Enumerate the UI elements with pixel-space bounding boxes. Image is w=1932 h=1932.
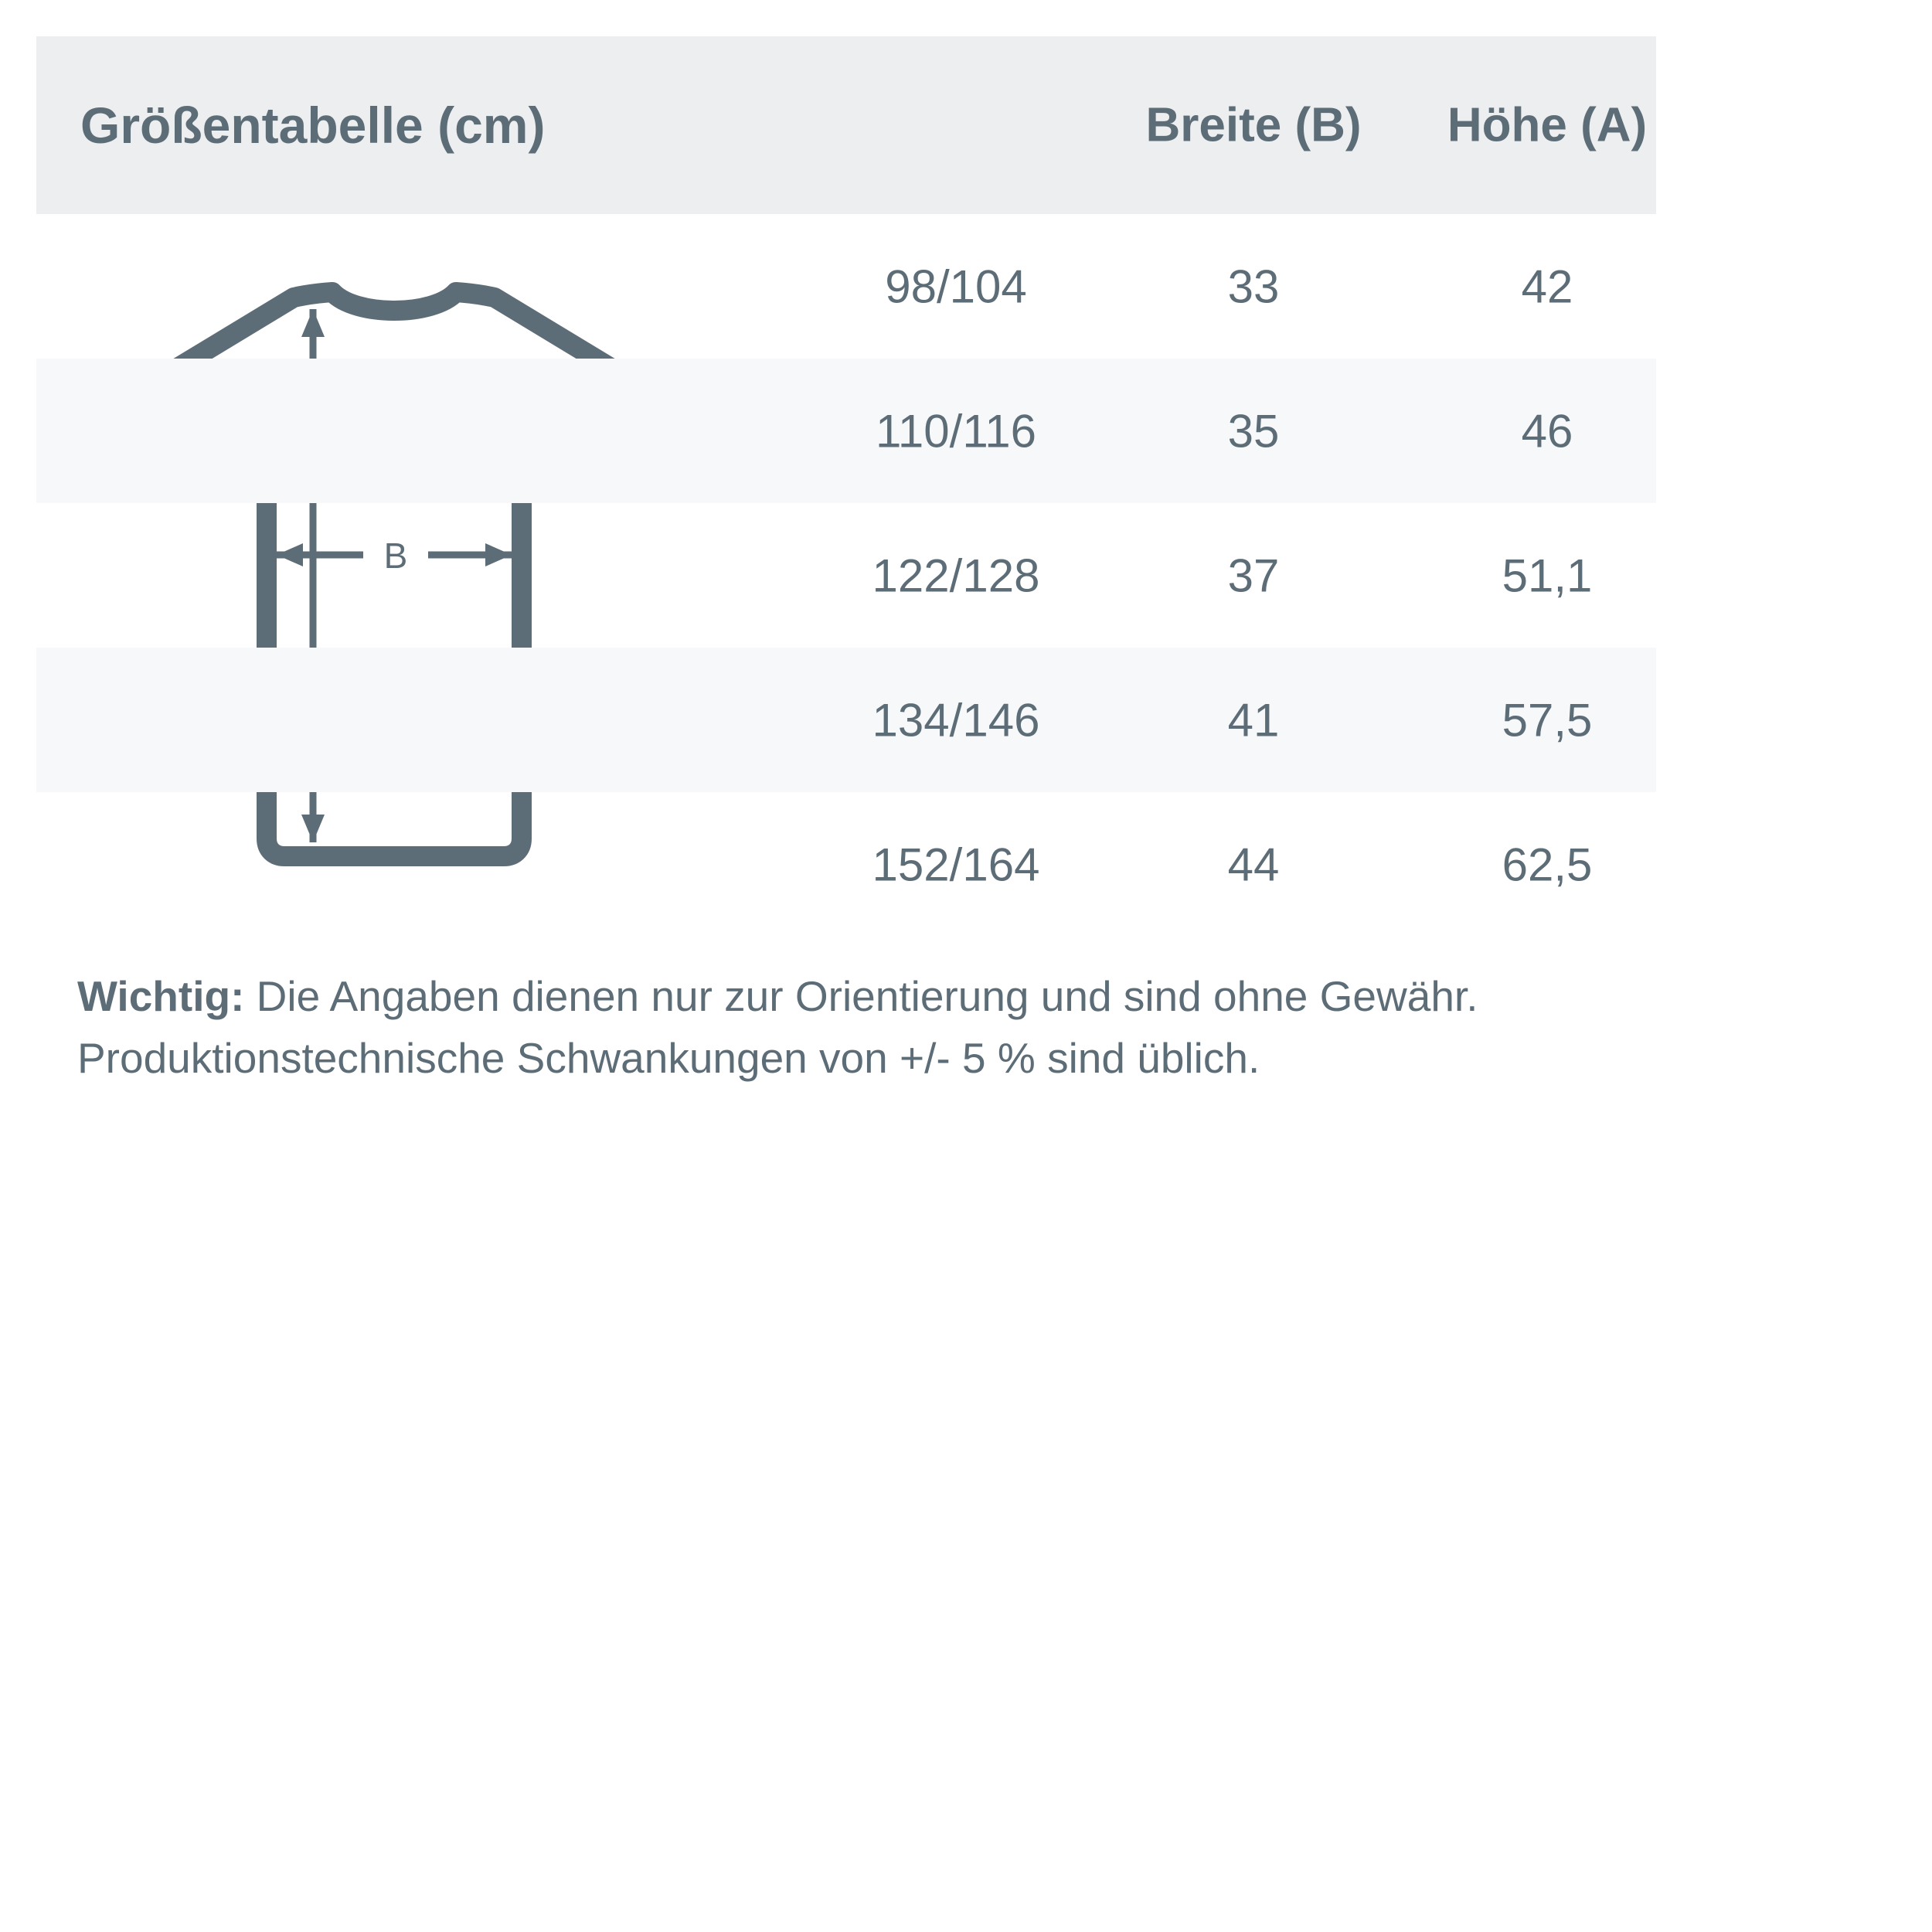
table-row [36, 792, 1656, 937]
cell-size: 110/116 [876, 405, 1036, 457]
disclaimer-text: Die Angaben dienen nur zur Orientierung und sind ohne Gewähr. Produktionstechnische Schwankungen von +/- 5 % sind üblich. [77, 972, 1478, 1082]
size-table [36, 214, 1656, 937]
page-title: Größentabelle (cm) [80, 97, 546, 154]
cell-size: 122/128 [872, 549, 1040, 601]
svg-text:B: B [383, 536, 408, 576]
cell-width: 41 [1227, 694, 1280, 746]
cell-width: 44 [1227, 838, 1280, 890]
cell-width: 35 [1227, 405, 1280, 457]
table-header [36, 36, 1656, 214]
cell-height: 42 [1521, 260, 1573, 312]
cell-height: 57,5 [1502, 694, 1593, 746]
cell-width: 33 [1227, 260, 1280, 312]
table-row [36, 214, 1656, 359]
cell-size: 152/164 [872, 838, 1040, 890]
column-header-height: Höhe (A) [1447, 98, 1648, 152]
cell-height: 62,5 [1502, 838, 1593, 890]
cell-size: 134/146 [872, 694, 1040, 746]
table-row [36, 648, 1656, 792]
table-row [36, 503, 1656, 648]
cell-size: 98/104 [885, 260, 1027, 312]
table-row [36, 359, 1656, 503]
column-header-width: Breite (B) [1145, 98, 1362, 152]
cell-height: 51,1 [1502, 549, 1593, 601]
cell-height: 46 [1521, 405, 1573, 457]
disclaimer-note [77, 966, 1677, 1090]
disclaimer-lead: Wichtig: [77, 972, 245, 1020]
cell-width: 37 [1227, 549, 1280, 601]
